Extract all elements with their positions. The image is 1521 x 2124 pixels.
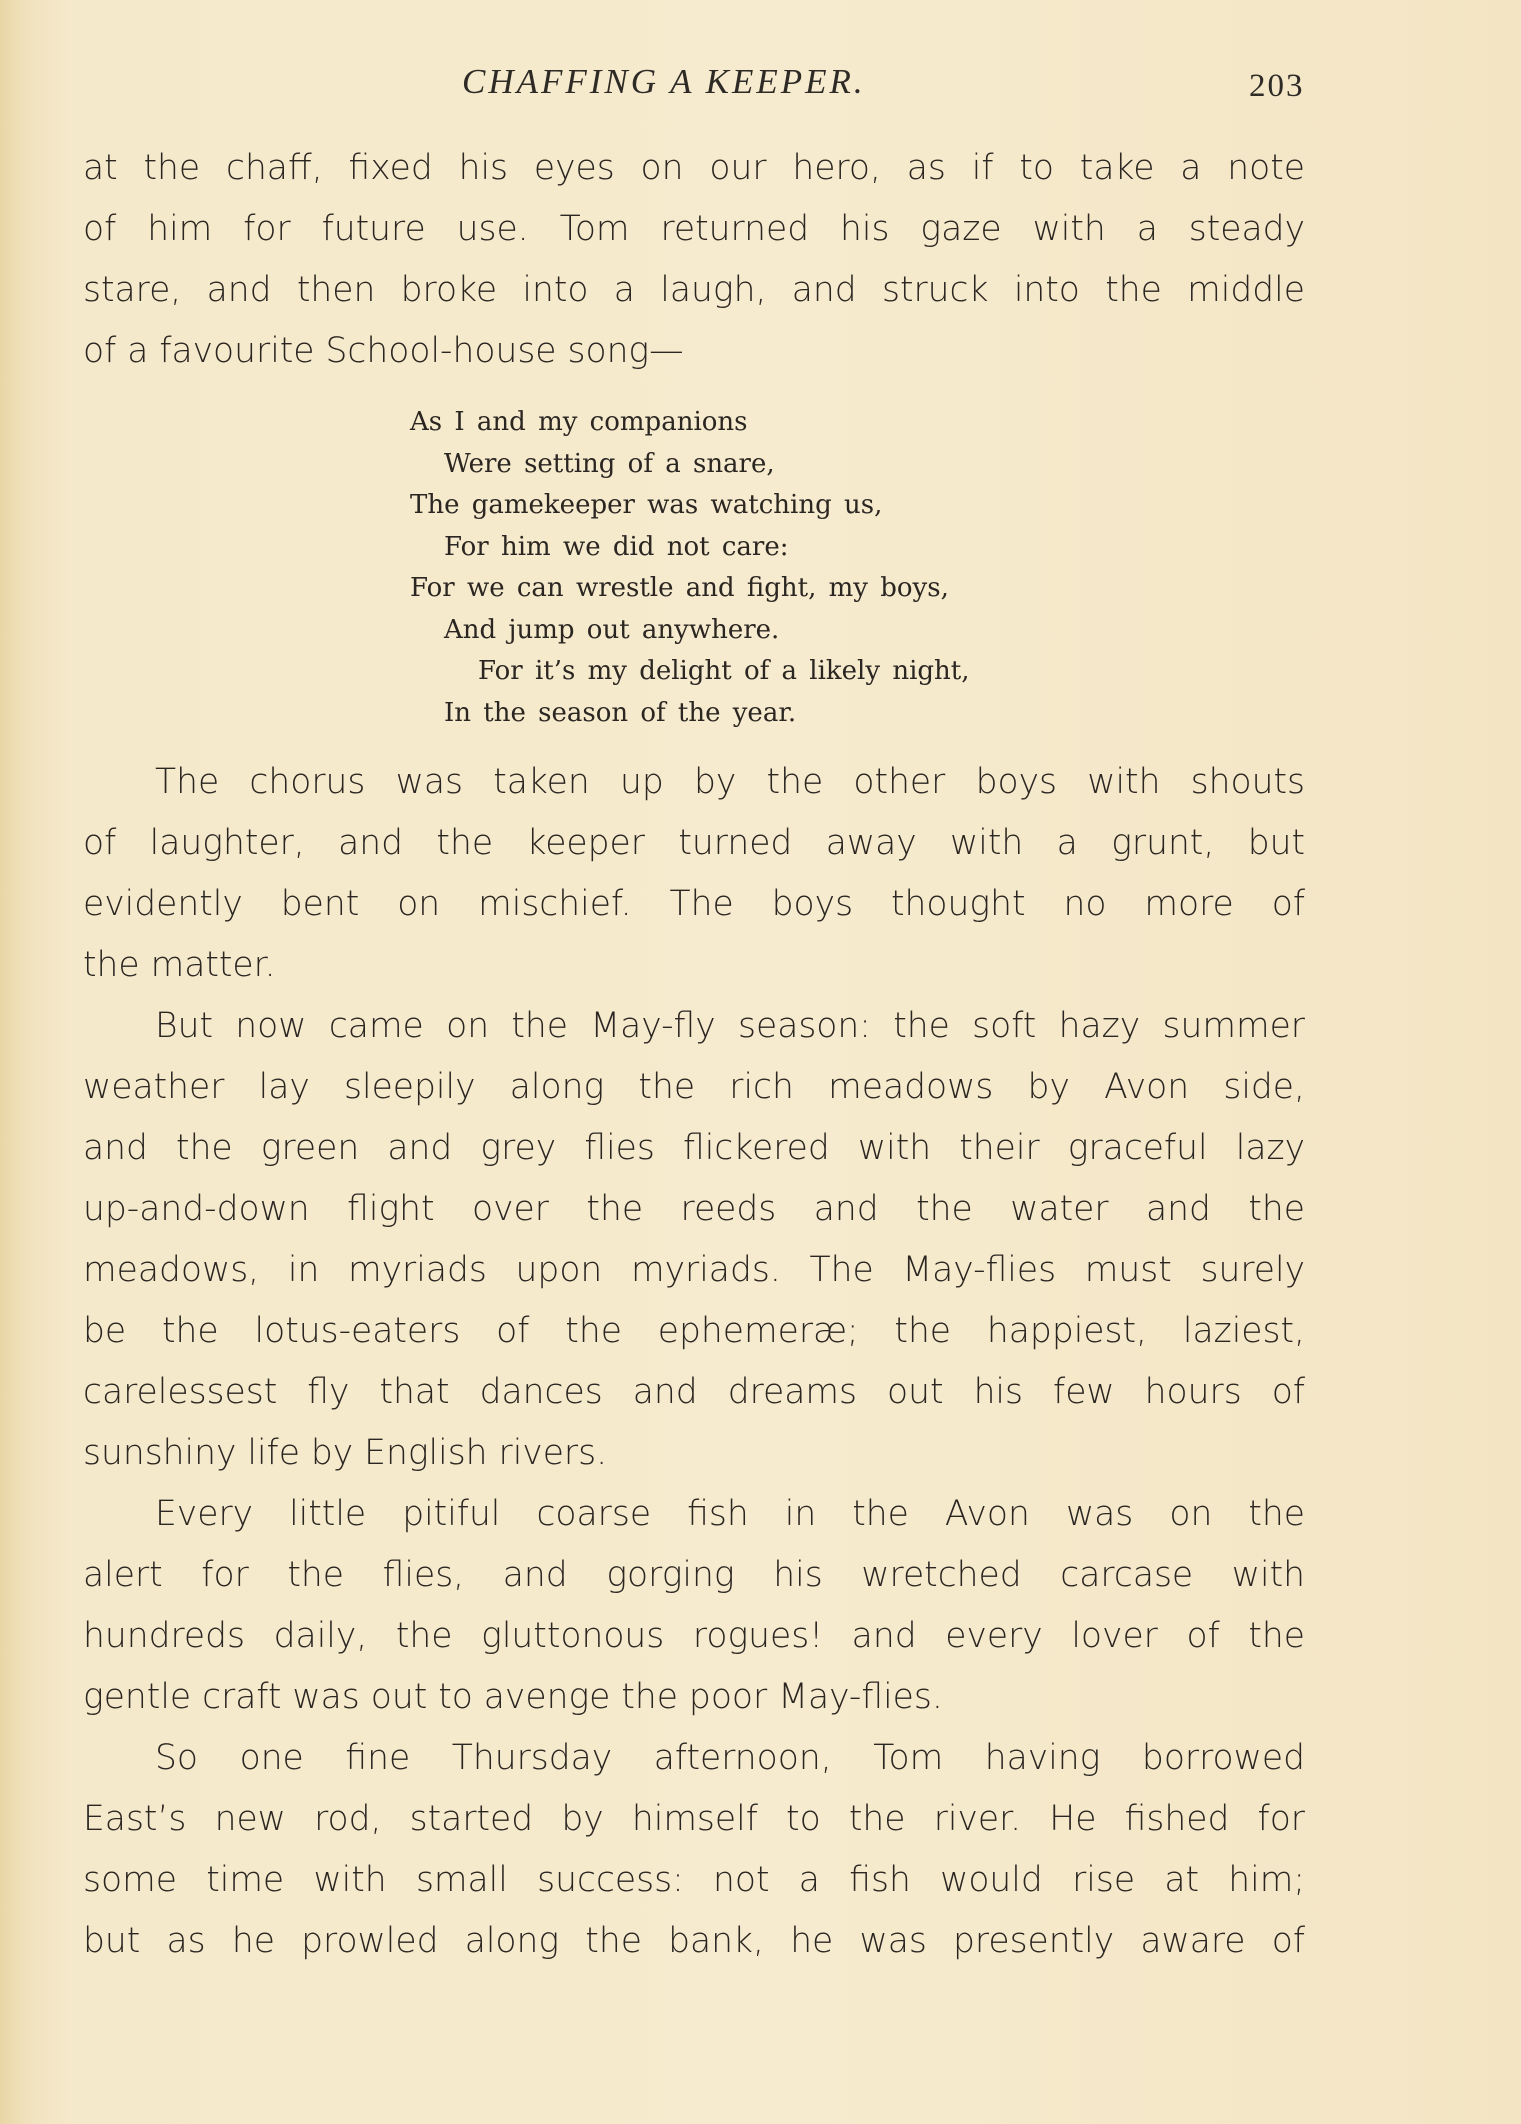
paragraph-chaff <box>83 138 1305 382</box>
text-line: some time with small success: not a fish would rise at him; <box>83 1860 1305 1900</box>
verse-line: And jump out anywhere. <box>444 614 780 645</box>
text-line: the matter. <box>83 945 276 985</box>
song-verse <box>410 402 1110 734</box>
text-line: but as he prowled along the bank, he was presently aware of <box>83 1921 1305 1961</box>
text-line: of laughter, and the keeper turned away with a grunt, but <box>83 823 1305 863</box>
text-line: and the green and grey flies flickered with their graceful lazy <box>83 1128 1305 1168</box>
text-line: of him for future use. Tom returned his gaze with a steady <box>83 209 1305 249</box>
text-line: The chorus was taken up by the other boys with shouts <box>155 762 1305 802</box>
verse-line: Were setting of a snare, <box>444 448 775 479</box>
text-line: So one fine Thursday afternoon, Tom having borrowed <box>155 1738 1305 1778</box>
verse-line: For it’s my delight of a likely night, <box>478 656 970 686</box>
text-line: alert for the flies, and gorging his wretched carcase with <box>83 1555 1305 1595</box>
text-line: weather lay sleepily along the rich meadows by Avon side, <box>83 1067 1305 1107</box>
text-line: sunshiny life by English rivers. <box>83 1433 608 1473</box>
text-line: carelessest fly that dances and dreams out his few hours of <box>83 1372 1305 1412</box>
text-line: But now came on the May-fly season: the soft hazy summer <box>155 1006 1305 1046</box>
text-line: of a favourite School-house song— <box>83 331 684 371</box>
page-number: 203 <box>1249 68 1305 104</box>
main-text <box>83 752 1305 1972</box>
text-line: evidently bent on mischief. The boys thought no more of <box>83 884 1305 924</box>
chapter-running-title: CHAFFING A KEEPER. <box>462 62 866 101</box>
text-line: at the chaff, fixed his eyes on our hero, as if to take a note <box>83 148 1305 188</box>
running-head <box>0 62 1521 122</box>
text-line: stare, and then broke into a laugh, and struck into the middle <box>83 270 1305 310</box>
verse-line: For him we did not care: <box>444 531 789 562</box>
verse-line: As I and my companions <box>410 407 748 437</box>
text-line: hundreds daily, the gluttonous rogues! and every lover of the <box>83 1616 1305 1656</box>
text-line: up-and-down flight over the reeds and the water and the <box>83 1189 1305 1229</box>
verse-line: The gamekeeper was watching us, <box>410 490 883 520</box>
text-line: Every little pitiful coarse fish in the Avon was on the <box>155 1494 1305 1534</box>
text-line: be the lotus-eaters of the ephemeræ; the happiest, laziest, <box>83 1311 1305 1351</box>
verse-line: For we can wrestle and fight, my boys, <box>410 573 949 603</box>
text-line: meadows, in myriads upon myriads. The May-flies must surely <box>83 1250 1305 1290</box>
verse-line: In the season of the year. <box>444 697 797 728</box>
text-line: gentle craft was out to avenge the poor May-flies. <box>83 1677 943 1717</box>
text-line: East’s new rod, started by himself to the river. He fished for <box>83 1799 1305 1839</box>
